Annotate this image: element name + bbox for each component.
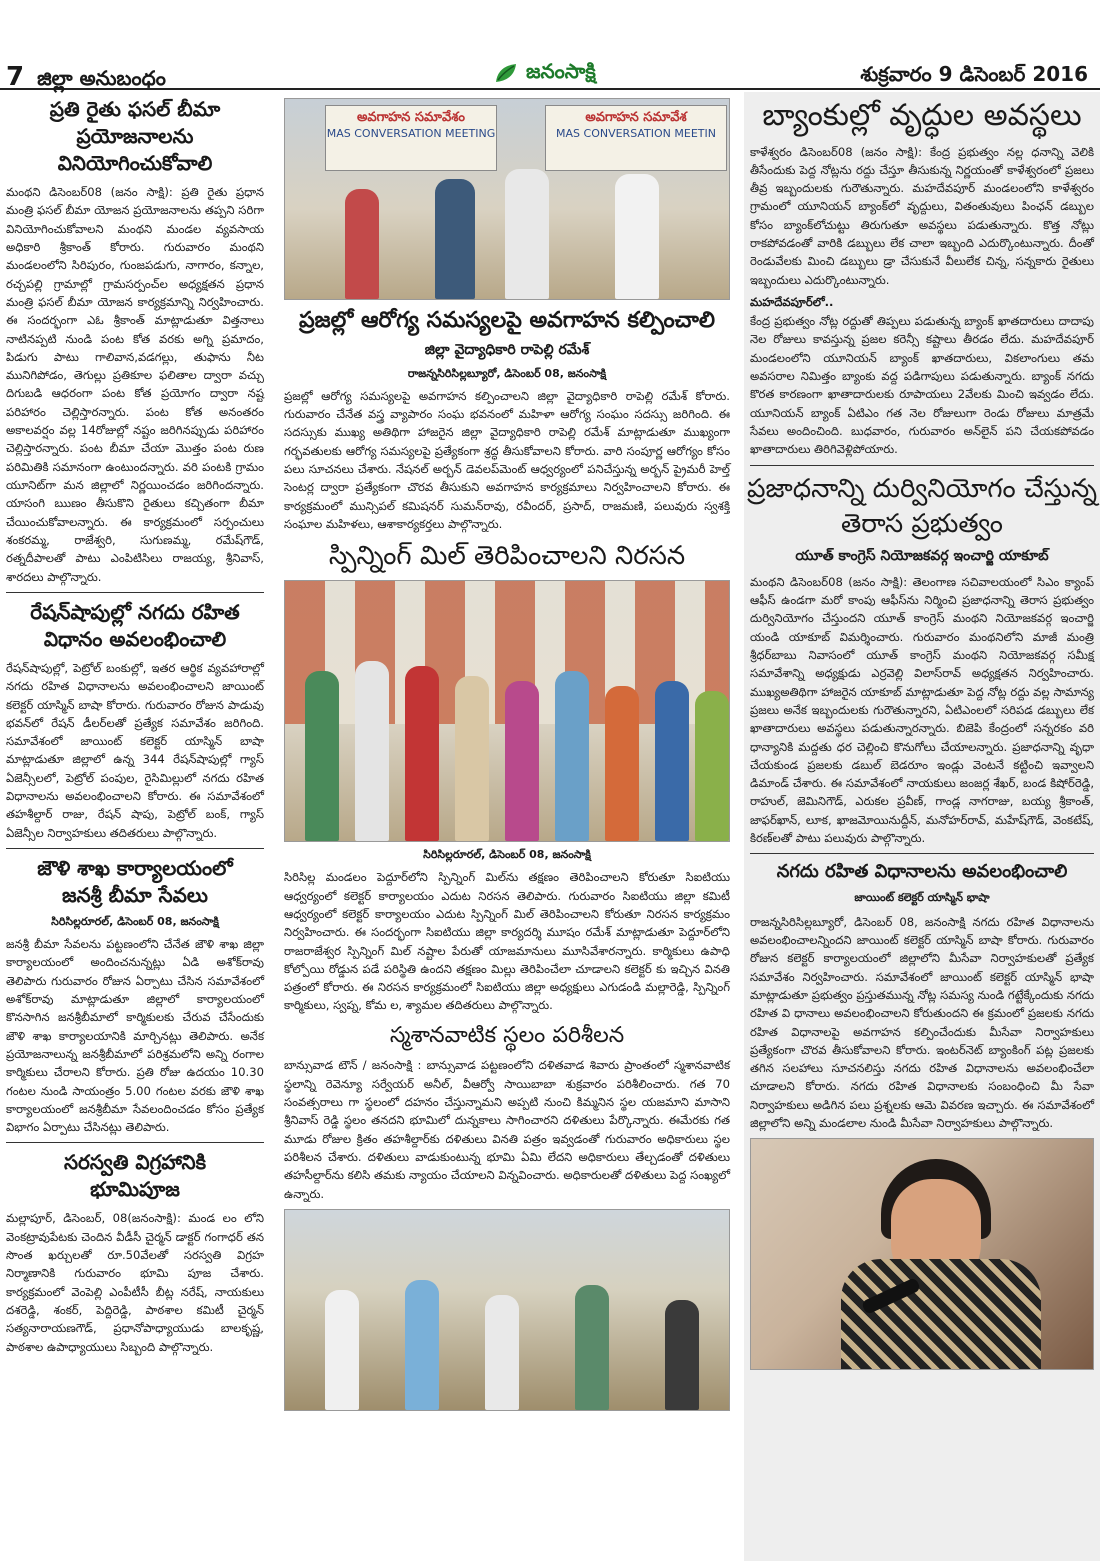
collector-portrait-photo (750, 1138, 1094, 1370)
article-headline: ప్రజల్లో ఆరోగ్య సమస్యలపై అవగాహన కల్పించాలి (298, 308, 716, 333)
photo-banner (325, 105, 497, 171)
photo-banner (545, 105, 727, 171)
article-body: మల్లాపూర్, డిసెంబర్, 08(జనంసాక్షి): మండ లం లోని వెంకట్రావుపేటకు చెందిన వీడీసీ చైర్మన్ డాక్టర్ గంగాధర్ తన సొంత ఖర్చులతో రూ.50వేలతో సరస్వతి విగ్రహ నిర్మాణానికి గురువారం భూమి పూజ చేశారు. కార్యక్రమంలో వెంపెల్లి ఎంపీటీసీ బీట్ల నరేష్, నాయకులు దశరెడ్డి, శంకర్, పెద్దిరెడ్డి, పాఠశాల కమిటీ చైర్మన్ సత్యనారాయణగౌడ్, ప్రధానోపాధ్యాయుడు బాలకృష్ణ, పాఠశాల ఉపాధ్యాయులు సిబ్బంది పాల్గొన్నారు. (6, 1211, 264, 1354)
banner-subtitle: MAS CONVERSATION MEETIN (556, 126, 716, 140)
article-byline: సిరిసిల్లరూరల్, డిసెంబర్ 08, జనంసాక్షి (51, 915, 219, 928)
divider (6, 592, 264, 593)
article-body: రాజన్నసిరిసిల్లబ్యూరో, డిసెంబర్ 08, జనంసాక్షి నగదు రహిత విధానాలను అవలంభించాలన్నిందని జాయింట్ కలెక్టర్ యాస్మిన్ బాషా కోరారు. గురువారం రోజున కలెక్టర్ కార్యాలయంలో జిల్లాలోని మీసేవా నిర్వాహకులతో ప్రత్యేక సమావేశం నిర్వహించారు. సమావేశంలో జాయింట్ కలెక్టర్ యాస్మిన్ భాషా మాట్లాడుతూ ప్రభుత్వం ప్రస్తుతమున్న నోట్ల సమస్య నుండి గట్టేక్కేందుకు నగదు రహిత వి ధానాలు అవలంభించాలని కోరుతుందని ఈ క్రమంలో ప్రజలకు నగదు రహిత విధానాలపై అవగాహన కల్పించేందుకు మీసేవా నిర్వాహకులు ప్రత్యేకంగా చొరవ తీసుకోవాలని కోరారు. ఇంటర్‌నెట్ బ్యాంకింగ్ పట్ల ప్రజలకు తగిన సలహాలు సూచనలిస్తు నగదు రహిత విధానాలను అవలంభించేలా చూడాలని కోరారు. నగదు రహిత విధానాలకు సంబంధించి మీ సేవా నిర్వాహకులు అడిగిన పలు ప్రశ్నలకు ఆమె వివరణ ఇచ్చారు. ఈ సమావేశంలో జిల్లాలోని అన్ని మండలాల నుండి మీసేవా నిర్వాహకులు పాల్గొన్నారు. (750, 914, 1094, 1131)
banner-subtitle: MAS CONVERSATION MEETING (326, 126, 496, 140)
article-headline: బ్యాంకుల్లో వృద్ధుల అవస్థలు (762, 98, 1082, 133)
person-figure (505, 681, 539, 841)
person-figure (345, 189, 379, 299)
article-headline: జౌళి శాఖ కార్యాలయంలో జనశ్రీ బీమా సేవలు (37, 856, 233, 907)
person-figure (485, 1295, 519, 1410)
paper-logo (494, 60, 596, 86)
meeting-photo (284, 98, 730, 300)
section-name: జిల్లా అనుబంధం (37, 66, 166, 90)
article-sublabel: మహదేవపూర్‌లో.. (750, 295, 834, 309)
article-headline: స్పిన్నింగ్ మిల్ తెరిపించాలని నిరసన (328, 541, 686, 572)
person-figure (305, 671, 339, 841)
page-number: 7 (6, 62, 25, 92)
section-label (6, 62, 166, 95)
article-body: రేషన్‌షాపుల్లో, పెట్రోల్ బంకుల్లో, ఇతర ఆర్థిక వ్యవహారాల్లో నగదు రహిత విధానాలను అవలంభించాలని జాయింట్ కలెక్టర్ యాస్మిన్ బాషా కోరారు. గురువారం రోజున పాడువు భవన్‌లో రేషన్ డీలర్‌లతో ప్రత్యేక సమావేశం జరిగింది. సమావేశంలో జాయింట్ కలెక్టర్ యాస్మిన్ బాషా మాట్లాడుతూ జిల్లాలో ఉన్న 344 రేషన్‌షాపుల్లో గ్యాస్ ఏజెన్సీలలో, పెట్రోల్ పంపుల, రైసిమిల్లులో నగదు రహిత విధానాలను అవలంభించాలని కోరారు. ఈ సమావేశంలో తహశీల్దార్ రాజు, రేషన్ షాపు, పెట్రోల్ బంక్, గ్యాస్ ఏజెన్సీల నిర్వాహకులు తదితరులు పాల్గొన్నారు. (6, 660, 264, 840)
person-figure (615, 174, 659, 299)
article-headline: ప్రజాధనాన్ని దుర్వినియోగం చేస్తున్న తెరాస ప్రభుత్వం (747, 473, 1097, 539)
person-figure (355, 661, 389, 841)
banner-title: అవగాహన సమావేశం (357, 110, 465, 125)
article-headline: స్మశానవాటిక స్థలం పరిశీలన (389, 1022, 625, 1048)
right-column (744, 92, 1100, 1561)
person-figure (655, 681, 689, 841)
divider (750, 853, 1094, 854)
article-headline: సరస్వతి విగ్రహానికి భూమిపూజ (63, 1150, 207, 1202)
article-body: బాన్సువాడ టౌన్ / జనంసాక్షి : బాన్సువాడ పట్టణంలోని దళితవాడ శివారు ప్రాంతంలో స్మశానవాటిక స్థలాన్ని రెవెన్యూ సర్వేయర్ అనీల్, వీఆర్వో సాయిబాబా శుక్రవారం పరిశీలించారు. గత 70 సంవత్సరాలు గా స్థలంలో దహనం చేస్తున్నామని అప్పటి నుంచి కిమ్మనిన స్థల యజమాని మాసాని శ్రీనివాస్ రెడ్డి స్థలం తనదని భూమిలో దున్నకాలు సాగించారని దళితులు పేర్కొన్నారు. ఈమేరకు గత మూడు రోజుల క్రితం తహశీల్దార్‌కు దళితులు వినతి పత్రం ఇవ్వడంతో గురువారం అధికారులు స్థల పరిశీలన చేశారు. దళితులు వాడుకుంటున్న భూమి ఏమి లేదని అధికారులు తేల్చడంతో దళితులు తహసీల్దార్‌ను కలిసి తమకు న్యాయం చేయాలని విన్నవించారు. అధికారులతో దళితులు పెద్ద సంఖ్యలో ఉన్నారు. (284, 1058, 730, 1201)
person-figure (325, 1290, 359, 1410)
divider (6, 848, 264, 849)
article-headline: ప్రతి రైతు ఫసల్ బీమా ప్రయోజనాలను వినియోగించుకోవాలి (49, 97, 221, 175)
left-column (0, 92, 270, 1362)
middle-column (278, 92, 736, 1417)
article-byline: సిరిసిల్లరూరల్, డిసెంబర్ 08, జనంసాక్షి (423, 848, 591, 862)
masthead (0, 0, 1100, 90)
protest-photo (284, 580, 730, 842)
person-figure (405, 1280, 439, 1410)
article-body: మంథని డిసెంబర్08 (జనం సాక్షి): తెలంగాణ సచివాలయంలో సిఎం క్యాంప్ ఆఫీస్ ఉండగా మరో కాంపు ఆఫీస్‌ను నిర్మించి ప్రజాధనాన్ని తెరాస ప్రభుత్వం దుర్వినియోగం చేస్తుందని యూత్ కాంగ్రెస్ మంథని నియోజకవర్గ ఇంచార్జి యండి యాకూబ్ విమర్శించారు. గురువారం మంథనిలోని మాజీ మంత్రి శ్రీధర్‌బాబు నివాసంలో యూత్ కాంగ్రెస్ మంథని నియోజకవర్గ సమీక్ష సమావేశాన్ని అధ్యక్షుడు ఎర్రవెల్లి విలాస్‌రావ్ అధ్యక్షతన నిర్వహించారు. ముఖ్యఅతిథిగా హాజరైన యాకూబ్ మాట్లాడుతూ పెద్ద నోట్ల రద్దు వల్ల సామాన్య ప్రజలు అనేక ఇబ్బందులకు గురౌతున్నారని, ఏటిఎంలలో సరిపడ డబ్బులు లేక ఖాతాదారులు అవస్థలు పడుతున్నారన్నారు. బిజెపి కేంద్రంలో సన్నరకం వరి ధాన్యానికి మద్దతు ధర చెల్లించి కొనుగోలు చేయాలన్నారు. ప్రజాధనాన్ని వృధా చేయకుండ ప్రజలకు డబుల్ బెడరూం ఇండ్లు వెంటనే కట్టించి ఇవ్వాలని డిమాండ్ చేశారు. ఈ సమావేశంలో నాయకులు జంజర్ల శేఖర్, బండ కిషోర్‌రెడ్డి, రాహుల్, జెమినిగౌడ్, ఎరుకల ప్రవీణ్, గాండ్ల నాగరాజు, బయ్య శ్రీకాంత్, జాఫర్‌ఖాన్, లూక, ఖాజమోయినుద్దీన్, మనోహర్‌రావ్, మహేష్‌గౌడ్, వెంకటేష్, కిరణ్‌లతో పాటు పలువురు పాల్గొన్నారు. (750, 574, 1094, 846)
banner-title: అవగాహన సమావేశ (585, 110, 687, 125)
person-figure (435, 179, 475, 299)
article-subhead: యూత్ కాంగ్రెస్ నియోజకవర్గ ఇంచార్జి యాకూబ్ (795, 547, 1049, 564)
person-figure (575, 1285, 609, 1410)
article-body: కేంద్ర ప్రభుత్వం నోట్ల రద్దుతో తిప్పలు పడుతున్న బ్యాంక్ ఖాతదారులు దాదాపు నెల రోజులు కావస్తున్న ప్రజల కరెన్సీ కష్టాలు తీరడం లేదు. మహదేవపూర్ మండలంలోని యూనియన్ బ్యాంక్ ఖాతదారులు, వికలాంగులు తమ అవసరాల నిమిత్తం బ్యాంకు వద్ద పడిగాపులు పడుతున్నారు. బ్యాంక్ నగదు కొరత కారణంగా ఖాతాదారులకు రూపాయలు 2వేలకు మించి ఇవ్వడం లేదు. యూనియన్ బ్యాంక్ ఏటిఎం గత నెల రోజులుగా రెండు రోజులు మాత్రమే సేవలు అందించింది. బుధవారం, గురువారం అన్‌లైన్ పని చేయకపోవడం ఖాతాదారులు తిరిగివెళ్లిపోయారు. (750, 314, 1094, 457)
person-figure (605, 686, 639, 841)
person-figure (405, 666, 439, 841)
issue-date: శుక్రవారం 9 డిసెంబర్ 2016 (860, 62, 1088, 86)
divider (6, 1142, 264, 1143)
person-figure (455, 676, 489, 841)
article-headline: నగదు రహిత విధానాలను అవలంభించాలి (776, 861, 1068, 883)
divider (750, 465, 1094, 466)
person-figure (555, 671, 589, 841)
article-subhead: జాయింట్ కలెక్టర్ యాస్మిన్ భాషా (854, 890, 990, 904)
article-body: కాళేశ్వరం డిసెంబర్08 (జనం సాక్షి): కేంద్ర ప్రభుత్వం నల్ల ధనాన్ని వెలికి తీసేందుకు పెద్ద నోట్లను రద్దు చేస్తూ తీసుకున్న నిర్ణయంతో కాళేశ్వరంలో ప్రజలు తీవ్ర ఇబ్బందులకు గురౌతున్నారు. మహదేవపూర్ మండలంలోని కాళేశ్వరం గ్రామంలో యూనియన్ బ్యాంక్‌లో వృద్దులు, వితంతువులు పింఛన్ డబ్బుల కోసం బ్యాంక్‌లోచుట్టు తిరుగుతూ అవస్థలు పడుతున్నారు. కొత్త నోట్లు రాకపోవడంతో వారికి డబ్బులు లేక చాలా ఇబ్బంది ఎదుర్కొంటున్నారు. దీంతో రెండువేలకు మించి డబ్బులు డ్రా చేసుకునే వీలులేక చిన్న, సన్నకారు రైతులు ఇబ్బందులు ఎదుర్కొంటున్నారు. (750, 144, 1094, 287)
article-body: మంథని డిసెంబర్08 (జనం సాక్షి): ప్రతి రైతు ప్రధాన మంత్రి ఫసల్ బీమా యోజన ప్రయోజనాలను తప్పని సరిగా వినియోగించుకోవాలని మంథని మండల వ్యవసాయ అధికారి శ్రీకాంత్ కోరారు. గురువారం మంథని మండలంలోని సిరిపురం, గుంజపడుగు, నాగారం, కన్నాల, రచ్చపల్లి గ్రామాల్లో గ్రామసర్పంచ్‌ల అధ్యక్షతన ప్రధాన మంత్రి ఫసల్ బీమా యోజన కార్యక్రమాన్ని నిర్వహించారు. ఈ సందర్భంగా ఎఓ శ్రీకాంత్ మాట్లాడుతూ విత్తనాలు నాటినప్పటి నుండి పంట కోత వరకు అగ్ని ప్రమాదం, పిడుగు పాటు గాలివాన,వడగల్లు, తుఫాను నీట మునిగిపోడం, తెగుల్లు ప్రతికూల ఫలితాల ద్వారా వచ్చు దిగుబడి ఆధరంగా పంట కోత ప్రయోగం ద్వారా నష్ట పరిహారం చెల్లిస్తారన్నారు. పంట కోత అనంతరం అకాలవర్షం వల్ల 14రోజుల్లో నష్టం జరిగినప్పుడు పరిహారం చెల్లిస్తారన్నారు. పంట బీమా చేయా మొత్తం పంట రుణ పరిమితికి సమానంగా ఉంటుందన్నారు. వరి పంటకి గ్రామం యూనిట్‌గా మన జిల్లాలో నిర్ణయించడం జరిగిందన్నారు. యాసంగి ఋణం తీసుకొని రైతులు కచ్చితంగా బీమా చేయించుకోవాలన్నారు. ఈ కార్యక్రమంలో సర్పంచులు శంకరమ్మ, రాజేశ్వరి, సుగుణమ్మ, రమేష్‌గౌడ్, రత్నదీపాలతో పాటు ఎంపిటిసిలు రాజయ్య, శ్రీనివాస్, శారదలు పాల్గొన్నారు. (6, 185, 264, 584)
article-byline: రాజన్నసిరిసిల్లబ్యూరో, డిసెంబర్ 08, జనంసాక్షి (407, 366, 607, 380)
person-figure (695, 691, 729, 841)
person-figure (665, 1300, 699, 1410)
person-figure (505, 169, 549, 299)
leaf-logo-icon (494, 62, 520, 84)
portrait-clothing (841, 1259, 1041, 1369)
article-body: జనశ్రీ బీమా సేవలను పట్టణంలోని చేనేత జౌళి శాఖ జిల్లా కార్యాలయంలో అందించనున్నట్లు ఏడి అశోక్‌రావు తెలిపారు గురువారం రోజున ఏర్పాటు చేసిన సమావేశంలో అశోక్‌రావు మాట్లాడుతూ జిల్లాలో కార్యాలయంలో కొనసాగిన జనశ్రీబీమాలో కార్మికులకు చేరువ చేసేందుకు జౌళి శాఖ కార్యాలయానికి మార్చినట్లు తెలిపారు. అనేక ప్రయోజనాలున్న జనశ్రీబీమాలో పరిశ్రమలోని అన్ని రంగాల కార్మికులు చేరాలని కోరారు. ప్రతి రోజు ఉదయం 10.30 గంటల నుండి సాయంత్రం 5.00 గంటల వరకు జౌళి శాఖ కార్యాలయంలో జనశ్రీబీమా సేవలందించడం కోసం ప్రత్యేక విభాగం ఏర్పాటు చేసినట్లు తెలిపారు. (6, 937, 264, 1135)
site-inspection-photo (284, 1209, 730, 1411)
article-headline: రేషన్‌షాపుల్లో నగదు రహిత విధానం అవలంభించాలి (30, 599, 240, 651)
article-body: ప్రజల్లో ఆరోగ్య సమస్యలపై అవగాహన కల్పించాలని జిల్లా వైద్యాధికారి రాపెల్లి రమేశ్ కోరారు. గురువారం చేనేత వస్త్ర వ్యాపారం సంఘ భవనంలో మహిళా ఆరోగ్య సంఘం సదస్సు జరిగింది. ఈ సదస్సుకు ముఖ్య అతిథిగా హాజరైన జిల్లా వైద్యాధికారి రాపెల్లి రమేశ్ మాట్లాడుతూ ముఖ్యంగా గర్భవతులకు ఆరోగ్య సమస్యలపై ప్రత్యేకంగా శ్రద్ధ తీసుకోవాలని కోరారు. వారి సంపూర్ణ ఆరోగ్యం కోసం పలు సూచనలు చేశారు. నేషనల్ అర్బన్ డెవలప్‌మెంట్ ఆధ్వర్యంలో పనిచేస్తున్న అర్బన్ ప్రైమరీ హెల్త్ సెంటర్ల ద్వారా ప్రత్యేకంగా చొరవ తీసుకుని అవగాహన కార్యక్రమాలు నిర్వహించాలని కోరారు. ఈ కార్యక్రమంలో మున్సిపల్ కమిషనర్ సుమన్‌రావు, రవీందర్, ప్రసాద్, రాజమణి, పలువురు స్వశక్తి సంఘాల మహిళలు, ఆశాకార్యకర్తలు పాల్గొన్నారు. (284, 388, 730, 531)
article-subhead: జిల్లా వైద్యాధికారి రాపెల్లి రమేశ్ (424, 341, 590, 358)
paper-name: జనంసాక్షి (526, 58, 596, 83)
article-body: సిరిసిల్ల మండలం పెద్దూర్‌లోని స్పిన్నింగ్ మిల్‌ను తక్షణం తెరిపించాలని కోరుతూ సిఐటియు ఆధ్వర్యంలో కలెక్టర్ కార్యాలయం ఎదుట నిరసన తెలిపారు. గురువారం సిఐటియు జిల్లా కమిటీ ఆధ్వర్యంలో కలెక్టర్ కార్యాలయం ఎదుట స్పిన్నింగ్ మిల్ తెరిపించాలని కోరుతూ నిరసన కార్యక్రమం నిర్వహించారు. ఈ సందర్భంగా సిఐటియు జిల్లా కార్యదర్శి మూషం రమేశ్ మాట్లాడుతూ పెద్దూర్‌లోని రాజరాజేశ్వర స్పిన్నింగ్ మిల్ నష్టాల పేరుతో యాజమానులు మూసివేశారన్నారు. కార్మికులు ఉపాధి కోల్పోయి రోడ్డున పడే పరిస్థితి ఉందని తక్షణం మిల్లు తెరిపించేలా చూడాలని కలెక్టర్ కు ఇచ్చిన వినతి పత్రంలో కోరారు. ఈ నిరసన కార్యక్రమంలో సిఐటియు జిల్లా అధ్యక్షులు ఎగుడండి మల్లారెడ్డి, స్పిన్నింగ్ కార్మికులు, స్వప్న, కోమ ల, శ్యామల తదితరులు పాల్గొన్నారు. (284, 870, 730, 1013)
